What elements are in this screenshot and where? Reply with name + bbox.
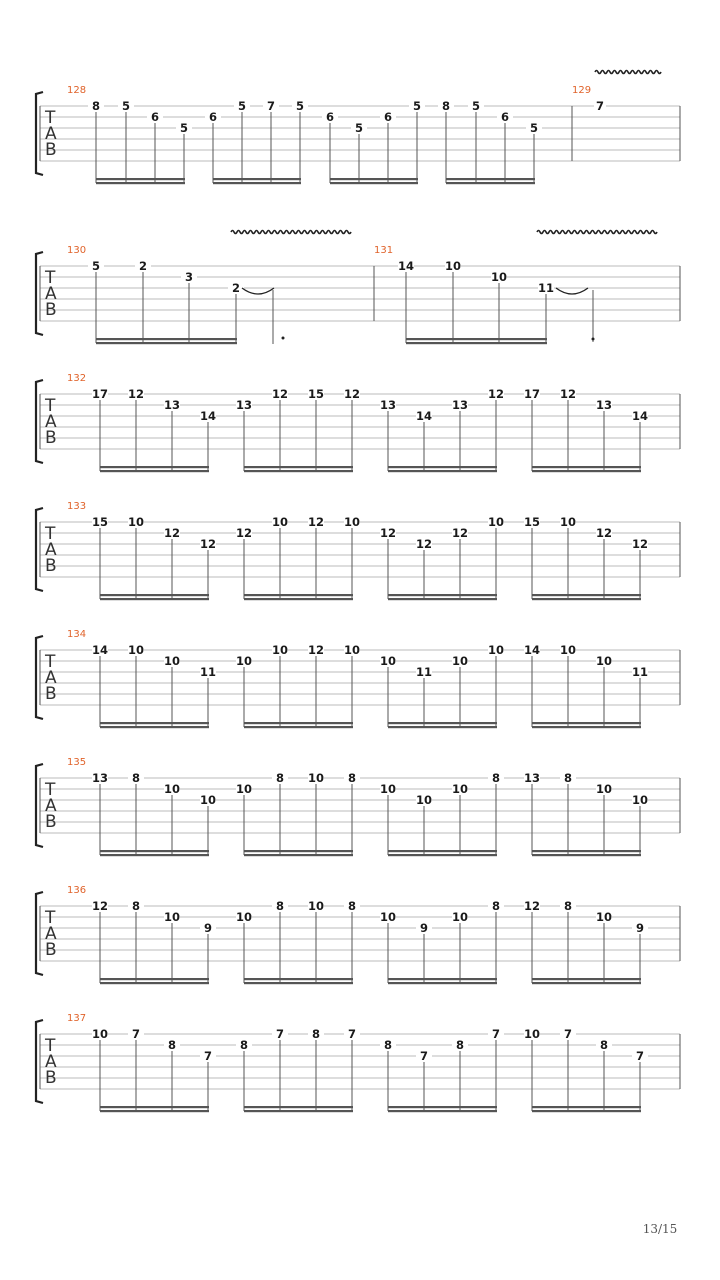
fret-number: 6 <box>500 110 510 124</box>
tie-arc <box>242 288 274 294</box>
beam-secondary <box>244 1106 353 1108</box>
fret-number: 7 <box>595 99 605 113</box>
fret-number: 10 <box>490 270 508 284</box>
fret-number: 6 <box>150 110 160 124</box>
beam-secondary <box>244 466 353 468</box>
fret-number: 12 <box>307 515 325 529</box>
tab-clef-a: A <box>45 540 57 560</box>
beam-secondary <box>100 466 209 468</box>
fret-number: 10 <box>379 782 397 796</box>
beam-primary <box>96 342 237 344</box>
beam-primary <box>388 726 497 728</box>
tab-clef-t: T <box>45 268 56 288</box>
fret-number: 14 <box>631 409 649 423</box>
beam-secondary <box>532 1106 641 1108</box>
measure-number: 137 <box>67 1013 87 1024</box>
fret-number: 7 <box>635 1049 645 1063</box>
fret-number: 10 <box>559 643 577 657</box>
fret-number: 10 <box>127 643 145 657</box>
measure-number: 136 <box>67 885 87 896</box>
tab-clef-t: T <box>45 524 56 544</box>
beam-secondary <box>100 722 209 724</box>
fret-number: 8 <box>441 99 451 113</box>
tab-clef-b: B <box>45 556 57 576</box>
beam-primary <box>244 598 353 600</box>
fret-number: 9 <box>635 921 645 935</box>
fret-number: 17 <box>523 387 541 401</box>
dot <box>282 337 285 340</box>
beam-primary <box>388 1110 497 1112</box>
measure-number: 134 <box>67 629 87 640</box>
vibrato-mark <box>231 231 351 234</box>
beam-primary <box>100 470 209 472</box>
beam-primary <box>532 1110 641 1112</box>
tab-clef-b: B <box>45 140 57 160</box>
tab-clef-a: A <box>45 1052 57 1072</box>
beam-secondary <box>406 338 547 340</box>
fret-number: 10 <box>343 515 361 529</box>
measure-number: 129 <box>572 85 592 96</box>
beam-primary <box>100 598 209 600</box>
measure-number: 132 <box>67 373 87 384</box>
beam-secondary <box>96 178 185 180</box>
fret-number: 12 <box>487 387 505 401</box>
fret-number: 10 <box>523 1027 541 1041</box>
fret-number: 6 <box>325 110 335 124</box>
fret-number: 5 <box>295 99 305 113</box>
beam-primary <box>244 726 353 728</box>
fret-number: 7 <box>275 1027 285 1041</box>
fret-number: 7 <box>203 1049 213 1063</box>
fret-number: 10 <box>595 654 613 668</box>
beam-secondary <box>388 722 497 724</box>
fret-number: 14 <box>415 409 433 423</box>
fret-number: 14 <box>397 259 415 273</box>
fret-number: 8 <box>455 1038 465 1052</box>
fret-number: 8 <box>239 1038 249 1052</box>
fret-number: 8 <box>491 899 501 913</box>
beam-secondary <box>244 594 353 596</box>
beam-primary <box>100 726 209 728</box>
fret-number: 9 <box>203 921 213 935</box>
fret-number: 8 <box>599 1038 609 1052</box>
fret-number: 2 <box>231 281 241 295</box>
fret-number: 10 <box>487 515 505 529</box>
beam-secondary <box>532 594 641 596</box>
fret-number: 10 <box>271 515 289 529</box>
fret-number: 12 <box>199 537 217 551</box>
fret-number: 15 <box>307 387 325 401</box>
fret-number: 10 <box>379 910 397 924</box>
beam-primary <box>532 982 641 984</box>
beam-secondary <box>330 178 418 180</box>
fret-number: 7 <box>563 1027 573 1041</box>
beam-secondary <box>388 466 497 468</box>
fret-number: 17 <box>91 387 109 401</box>
fret-number: 8 <box>491 771 501 785</box>
tab-clef-a: A <box>45 124 57 144</box>
beam-primary <box>532 470 641 472</box>
tie-arc <box>556 288 588 294</box>
fret-number: 8 <box>131 899 141 913</box>
beam-primary <box>244 470 353 472</box>
fret-number: 13 <box>379 398 397 412</box>
fret-number: 7 <box>419 1049 429 1063</box>
fret-number: 11 <box>631 665 649 679</box>
measure-number: 130 <box>67 245 87 256</box>
fret-number: 15 <box>91 515 109 529</box>
fret-number: 10 <box>559 515 577 529</box>
beam-primary <box>96 182 185 184</box>
fret-number: 8 <box>347 899 357 913</box>
beam-primary <box>244 982 353 984</box>
beam-primary <box>532 598 641 600</box>
fret-number: 10 <box>444 259 462 273</box>
tab-clef-a: A <box>45 924 57 944</box>
beam-secondary <box>532 722 641 724</box>
fret-number: 8 <box>347 771 357 785</box>
fret-number: 10 <box>235 654 253 668</box>
fret-number: 12 <box>523 899 541 913</box>
fret-number: 12 <box>379 526 397 540</box>
beam-secondary <box>446 178 535 180</box>
tab-clef-a: A <box>45 796 57 816</box>
fret-number: 10 <box>415 793 433 807</box>
fret-number: 10 <box>163 654 181 668</box>
fret-number: 10 <box>379 654 397 668</box>
fret-number: 12 <box>631 537 649 551</box>
fret-number: 10 <box>451 654 469 668</box>
measure-number: 128 <box>67 85 87 96</box>
fret-number: 7 <box>347 1027 357 1041</box>
tab-clef-b: B <box>45 940 57 960</box>
fret-number: 5 <box>237 99 247 113</box>
tab-clef-b: B <box>45 428 57 448</box>
fret-number: 3 <box>184 270 194 284</box>
beam-primary <box>330 182 418 184</box>
tab-clef-t: T <box>45 108 56 128</box>
fret-number: 13 <box>523 771 541 785</box>
beam-secondary <box>388 850 497 852</box>
fret-number: 12 <box>307 643 325 657</box>
fret-number: 7 <box>266 99 276 113</box>
tab-clef-b: B <box>45 812 57 832</box>
beam-secondary <box>244 978 353 980</box>
fret-number: 12 <box>163 526 181 540</box>
beam-secondary <box>532 466 641 468</box>
tab-clef-t: T <box>45 780 56 800</box>
fret-number: 8 <box>167 1038 177 1052</box>
fret-number: 10 <box>487 643 505 657</box>
fret-number: 5 <box>529 121 539 135</box>
fret-number: 15 <box>523 515 541 529</box>
fret-number: 8 <box>563 899 573 913</box>
tab-clef-t: T <box>45 908 56 928</box>
fret-number: 12 <box>559 387 577 401</box>
fret-number: 10 <box>451 782 469 796</box>
fret-number: 8 <box>311 1027 321 1041</box>
fret-number: 10 <box>451 910 469 924</box>
tab-clef-t: T <box>45 1036 56 1056</box>
fret-number: 11 <box>199 665 217 679</box>
measure-number: 133 <box>67 501 87 512</box>
beam-secondary <box>388 978 497 980</box>
beam-secondary <box>100 1106 209 1108</box>
fret-number: 8 <box>275 899 285 913</box>
fret-number: 7 <box>131 1027 141 1041</box>
fret-number: 10 <box>235 910 253 924</box>
fret-number: 6 <box>383 110 393 124</box>
beam-primary <box>388 854 497 856</box>
beam-secondary <box>388 1106 497 1108</box>
fret-number: 5 <box>471 99 481 113</box>
tab-clef-b: B <box>45 1068 57 1088</box>
fret-number: 10 <box>127 515 145 529</box>
fret-number: 10 <box>307 899 325 913</box>
beam-primary <box>100 854 209 856</box>
fret-number: 10 <box>199 793 217 807</box>
beam-secondary <box>244 850 353 852</box>
vibrato-mark <box>595 71 661 74</box>
fret-number: 10 <box>163 910 181 924</box>
fret-number: 2 <box>138 259 148 273</box>
fret-number: 10 <box>163 782 181 796</box>
fret-number: 13 <box>163 398 181 412</box>
fret-number: 14 <box>199 409 217 423</box>
fret-number: 12 <box>235 526 253 540</box>
fret-number: 10 <box>595 910 613 924</box>
fret-number: 13 <box>595 398 613 412</box>
beam-secondary <box>100 850 209 852</box>
fret-number: 8 <box>563 771 573 785</box>
beam-secondary <box>532 850 641 852</box>
fret-number: 10 <box>343 643 361 657</box>
fret-number: 5 <box>412 99 422 113</box>
beam-primary <box>388 598 497 600</box>
tab-clef-a: A <box>45 284 57 304</box>
fret-number: 12 <box>595 526 613 540</box>
beam-primary <box>244 854 353 856</box>
fret-number: 10 <box>307 771 325 785</box>
fret-number: 12 <box>451 526 469 540</box>
fret-number: 12 <box>127 387 145 401</box>
fret-number: 10 <box>91 1027 109 1041</box>
fret-number: 5 <box>91 259 101 273</box>
fret-number: 5 <box>354 121 364 135</box>
tab-clef-t: T <box>45 396 56 416</box>
beam-primary <box>213 182 301 184</box>
beam-secondary <box>100 978 209 980</box>
dot <box>592 338 595 341</box>
beam-secondary <box>532 978 641 980</box>
fret-number: 10 <box>631 793 649 807</box>
beam-primary <box>532 854 641 856</box>
fret-number: 5 <box>179 121 189 135</box>
vibrato-mark <box>537 231 657 234</box>
beam-primary <box>388 470 497 472</box>
fret-number: 11 <box>415 665 433 679</box>
measure-number: 131 <box>374 245 394 256</box>
fret-number: 14 <box>91 643 109 657</box>
beam-primary <box>388 982 497 984</box>
fret-number: 14 <box>523 643 541 657</box>
fret-number: 7 <box>491 1027 501 1041</box>
fret-number: 8 <box>91 99 101 113</box>
beam-secondary <box>388 594 497 596</box>
fret-number: 11 <box>537 281 555 295</box>
fret-number: 10 <box>271 643 289 657</box>
beam-secondary <box>96 338 237 340</box>
beam-primary <box>532 726 641 728</box>
tab-clef-a: A <box>45 668 57 688</box>
fret-number: 12 <box>343 387 361 401</box>
fret-number: 10 <box>235 782 253 796</box>
measure-number: 135 <box>67 757 87 768</box>
fret-number: 8 <box>383 1038 393 1052</box>
beam-secondary <box>100 594 209 596</box>
fret-number: 6 <box>208 110 218 124</box>
beam-primary <box>406 342 547 344</box>
beam-secondary <box>244 722 353 724</box>
tab-clef-t: T <box>45 652 56 672</box>
fret-number: 8 <box>275 771 285 785</box>
beam-primary <box>100 982 209 984</box>
fret-number: 13 <box>451 398 469 412</box>
tab-clef-b: B <box>45 300 57 320</box>
fret-number: 13 <box>235 398 253 412</box>
fret-number: 12 <box>415 537 433 551</box>
beam-primary <box>244 1110 353 1112</box>
tab-clef-b: B <box>45 684 57 704</box>
fret-number: 10 <box>595 782 613 796</box>
fret-number: 8 <box>131 771 141 785</box>
fret-number: 12 <box>91 899 109 913</box>
beam-primary <box>446 182 535 184</box>
tab-clef-a: A <box>45 412 57 432</box>
fret-number: 9 <box>419 921 429 935</box>
fret-number: 12 <box>271 387 289 401</box>
page-number: 13/15 <box>642 1222 678 1236</box>
beam-secondary <box>213 178 301 180</box>
fret-number: 5 <box>121 99 131 113</box>
beam-primary <box>100 1110 209 1112</box>
fret-number: 13 <box>91 771 109 785</box>
